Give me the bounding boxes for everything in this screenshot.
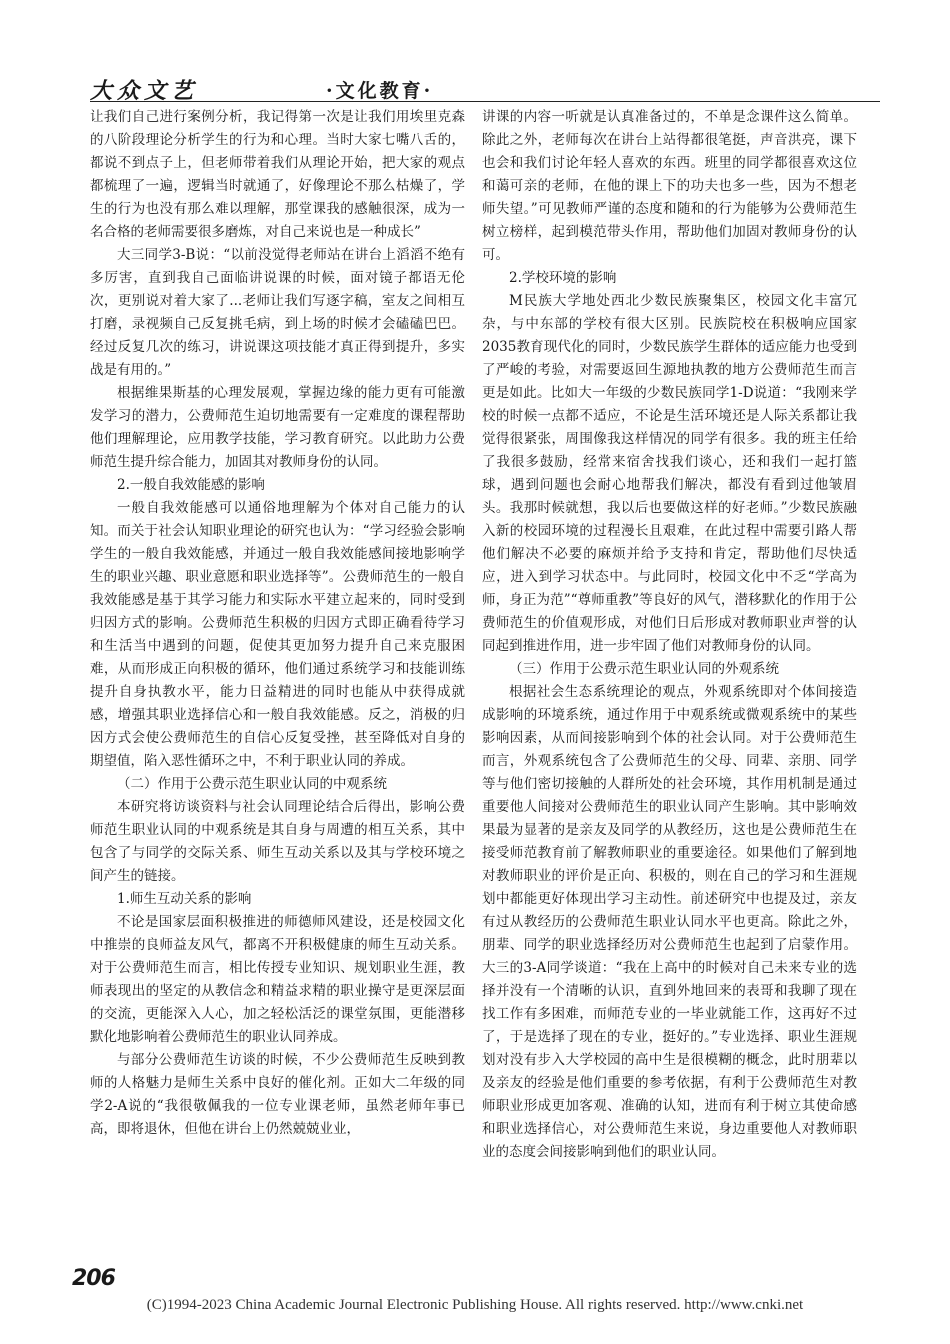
paragraph: 一般自我效能感可以通俗地理解为个体对自己能力的认知。而关于社会认知职业理论的研究也认为：“学习经验会影响学生的一般自我效能感，并通过一般自我效能感间接地影响学生的职业兴趣、职业意愿和职业选择等”。公费师范生的一般自我效能感是基于其学习能力和实际水平建立起来的，同时受到归因方式的影响。公费师范生积极的归因方式即正确看待学习和生活当中遇到的问题，促使其更加努力提升自己来克服困难，从而形成正向积极的循环，他们通过系统学习和技能训练提升自身执教水平，能力日益精进的同时也能从中获得成就感，增强其职业选择信心和一般自我效能感。反之，消极的归因方式会使公费师范生的自信心反复受挫，甚至降低对自身的期望值，陷入恶性循环之中，不利于职业认同的养成。 (90, 500, 465, 769)
paragraph: 让我们自己进行案例分析，我记得第一次是让我们用埃里克森的八阶段理论分析学生的行为和心理。当时大家七嘴八舌的，都说不到点子上，但老师带着我们从理论开始，把大家的观点都梳理了一遍，逻辑当时就通了，好像理论不那么枯燥了，学生的行为也没有那么难以理解，那堂课我的感触很深，成为一名合格的老师需要很多磨炼，对自己来说也是一种成长” (90, 109, 465, 240)
header-rule (90, 101, 880, 102)
page-number: 206 (72, 1266, 115, 1291)
copyright-notice: (C)1994-2023 China Academic Journal Electronic Publishing House. All rights reserved. http://www.cnki.net (146, 1297, 804, 1313)
paragraph: 根据维果斯基的心理发展观，掌握边缘的能力更有可能激发学习的潜力，公费师范生迫切地需要有一定难度的课程帮助他们理解理论，应用教学技能，学习教育研究。以此助力公费师范生提升综合能力，加固其对教师身份的认同。 (90, 385, 465, 470)
paragraph: 本研究将访谈资料与社会认同理论结合后得出，影响公费师范生职业认同的中观系统是其自身与周遭的相互关系，其中包含了与同学的交际关系、师生互动关系以及其与学校环境之间产生的链接。 (90, 799, 465, 884)
paragraph: 大三同学3-B说：“以前没觉得老师站在讲台上滔滔不绝有多厉害，直到我自己面临讲说课的时候，面对镜子都语无伦次，更别说对着大家了...老师让我们写逐字稿，室友之间相互打磨，录视频自己反复挑毛病，到上场的时候才会磕磕巴巴。经过反复几次的练习，讲说课这项技能才真正得到提升，多实战是有用的。” (90, 247, 465, 378)
section-heading: 2.一般自我效能感的影响 (117, 477, 265, 493)
left-column (90, 106, 465, 1141)
section-heading: 1.师生互动关系的影响 (117, 891, 252, 907)
paragraph: 与部分公费师范生访谈的时候，不少公费师范生反映到教师的人格魅力是师生关系中良好的催化剂。正如大二年级的同学2-A说的“我很敬佩我的一位专业课老师，虽然老师年事已高，即将退休，但他在讲台上仍然兢兢业业， (90, 1052, 465, 1137)
section-heading: （三）作用于公费示范生职业认同的外观系统 (509, 661, 779, 677)
section-heading: （二）作用于公费示范生职业认同的中观系统 (117, 776, 387, 792)
section-title: ·文化教育· (326, 80, 434, 102)
paragraph: M民族大学地处西北少数民族聚集区，校园文化丰富冗杂，与中东部的学校有很大区别。民族院校在积极响应国家2035教育现代化的同时，少数民族学生群体的适应能力也受到了严峻的考验，对需要返回生源地执教的地方公费师范生而言更是如此。比如大一年级的少数民族同学1-D说道：“我刚来学校的时候一点都不适应，不论是生活环境还是人际关系都让我觉得很紧张，周围像我这样情况的同学有很多。我的班主任给了我很多鼓励，经常来宿舍找我们谈心，还和我们一起打篮球，遇到问题也会耐心地帮我们解决，都没有看到过他皱眉头。我那时候就想，我以后也要做这样的好老师。”少数民族融入新的校园环境的过程漫长且艰难，在此过程中需要引路人帮他们解决不必要的麻烦并给予支持和肯定，帮助他们尽快适应，进入到学习状态中。与此同时，校园文化中不乏“学高为师，身正为范”“尊师重教”等良好的风气，潜移默化的作用于公费师范生的价值观形成，对他们日后形成对教师职业声誉的认同起到推进作用，进一步牢固了他们对教师身份的认同。 (482, 293, 857, 654)
page-header (90, 72, 880, 104)
right-column (482, 106, 857, 1164)
section-heading: 2.学校环境的影响 (509, 270, 617, 286)
paragraph: 不论是国家层面积极推进的师德师风建设，还是校园文化中推崇的良师益友风气，都离不开积极健康的师生互动关系。对于公费师范生而言，相比传授专业知识、规划职业生涯，教师表现出的坚定的从教信念和精益求精的职业操守是更深层面的交流，更能深入人心，加之轻松活泛的课堂氛围，更能潜移默化地影响着公费师范生的职业认同养成。 (90, 914, 465, 1045)
journal-title: 大众文艺 (90, 78, 199, 104)
paragraph: 讲课的内容一听就是认真准备过的，不单是念课件这么简单。除此之外，老师每次在讲台上站得都很笔挺，声音洪亮，课下也会和我们讨论年轻人喜欢的东西。班里的同学都很喜欢这位和蔼可亲的老师，在他的课上下的功夫也多一些，因为不想老师失望。”可见教师严谨的态度和随和的行为能够为公费师范生树立榜样，起到模范带头作用，帮助他们加固对教师身份的认可。 (482, 109, 857, 263)
paragraph: 根据社会生态系统理论的观点，外观系统即对个体间接造成影响的环境系统，通过作用于中观系统或微观系统中的某些影响因素，从而间接影响到个体的社会认同。对于公费师范生而言，外观系统包含了公费师范生的父母、同辈、亲朋、同学等与他们密切接触的人群所处的社会环境，其作用机制是通过重要他人间接对公费师范生的职业认同产生影响。其中影响效果最为显著的是亲友及同学的从教经历，这也是公费师范生在接受师范教育前了解教师职业的重要途径。如果他们了解到地对教师职业的评价是正向、积极的，则在自己的学习和生涯规划中都能更好体现出学习主动性。前述研究中也提及过，亲友有过从教经历的公费师范生职业认同水平也更高。除此之外，朋辈、同学的职业选择经历对公费师范生也起到了启蒙作用。大三的3-A同学谈道：“我在上高中的时候对自己未来专业的选择并没有一个清晰的认识，直到外地回来的表哥和我聊了现在找工作有多困难，而师范专业的一毕业就能工作，这再好不过了，于是选择了现在的专业，挺好的。”专业选择、职业生涯规划对没有步入大学校园的高中生是很模糊的概念，此时朋辈以及亲友的经验是他们重要的参考依据，有利于公费师范生对教师职业形成更加客观、准确的认知，进而有利于树立其使命感和职业选择信心，对公费师范生来说，身边重要他人对教师职业的态度会间接影响到他们的职业认同。 (482, 684, 857, 1160)
